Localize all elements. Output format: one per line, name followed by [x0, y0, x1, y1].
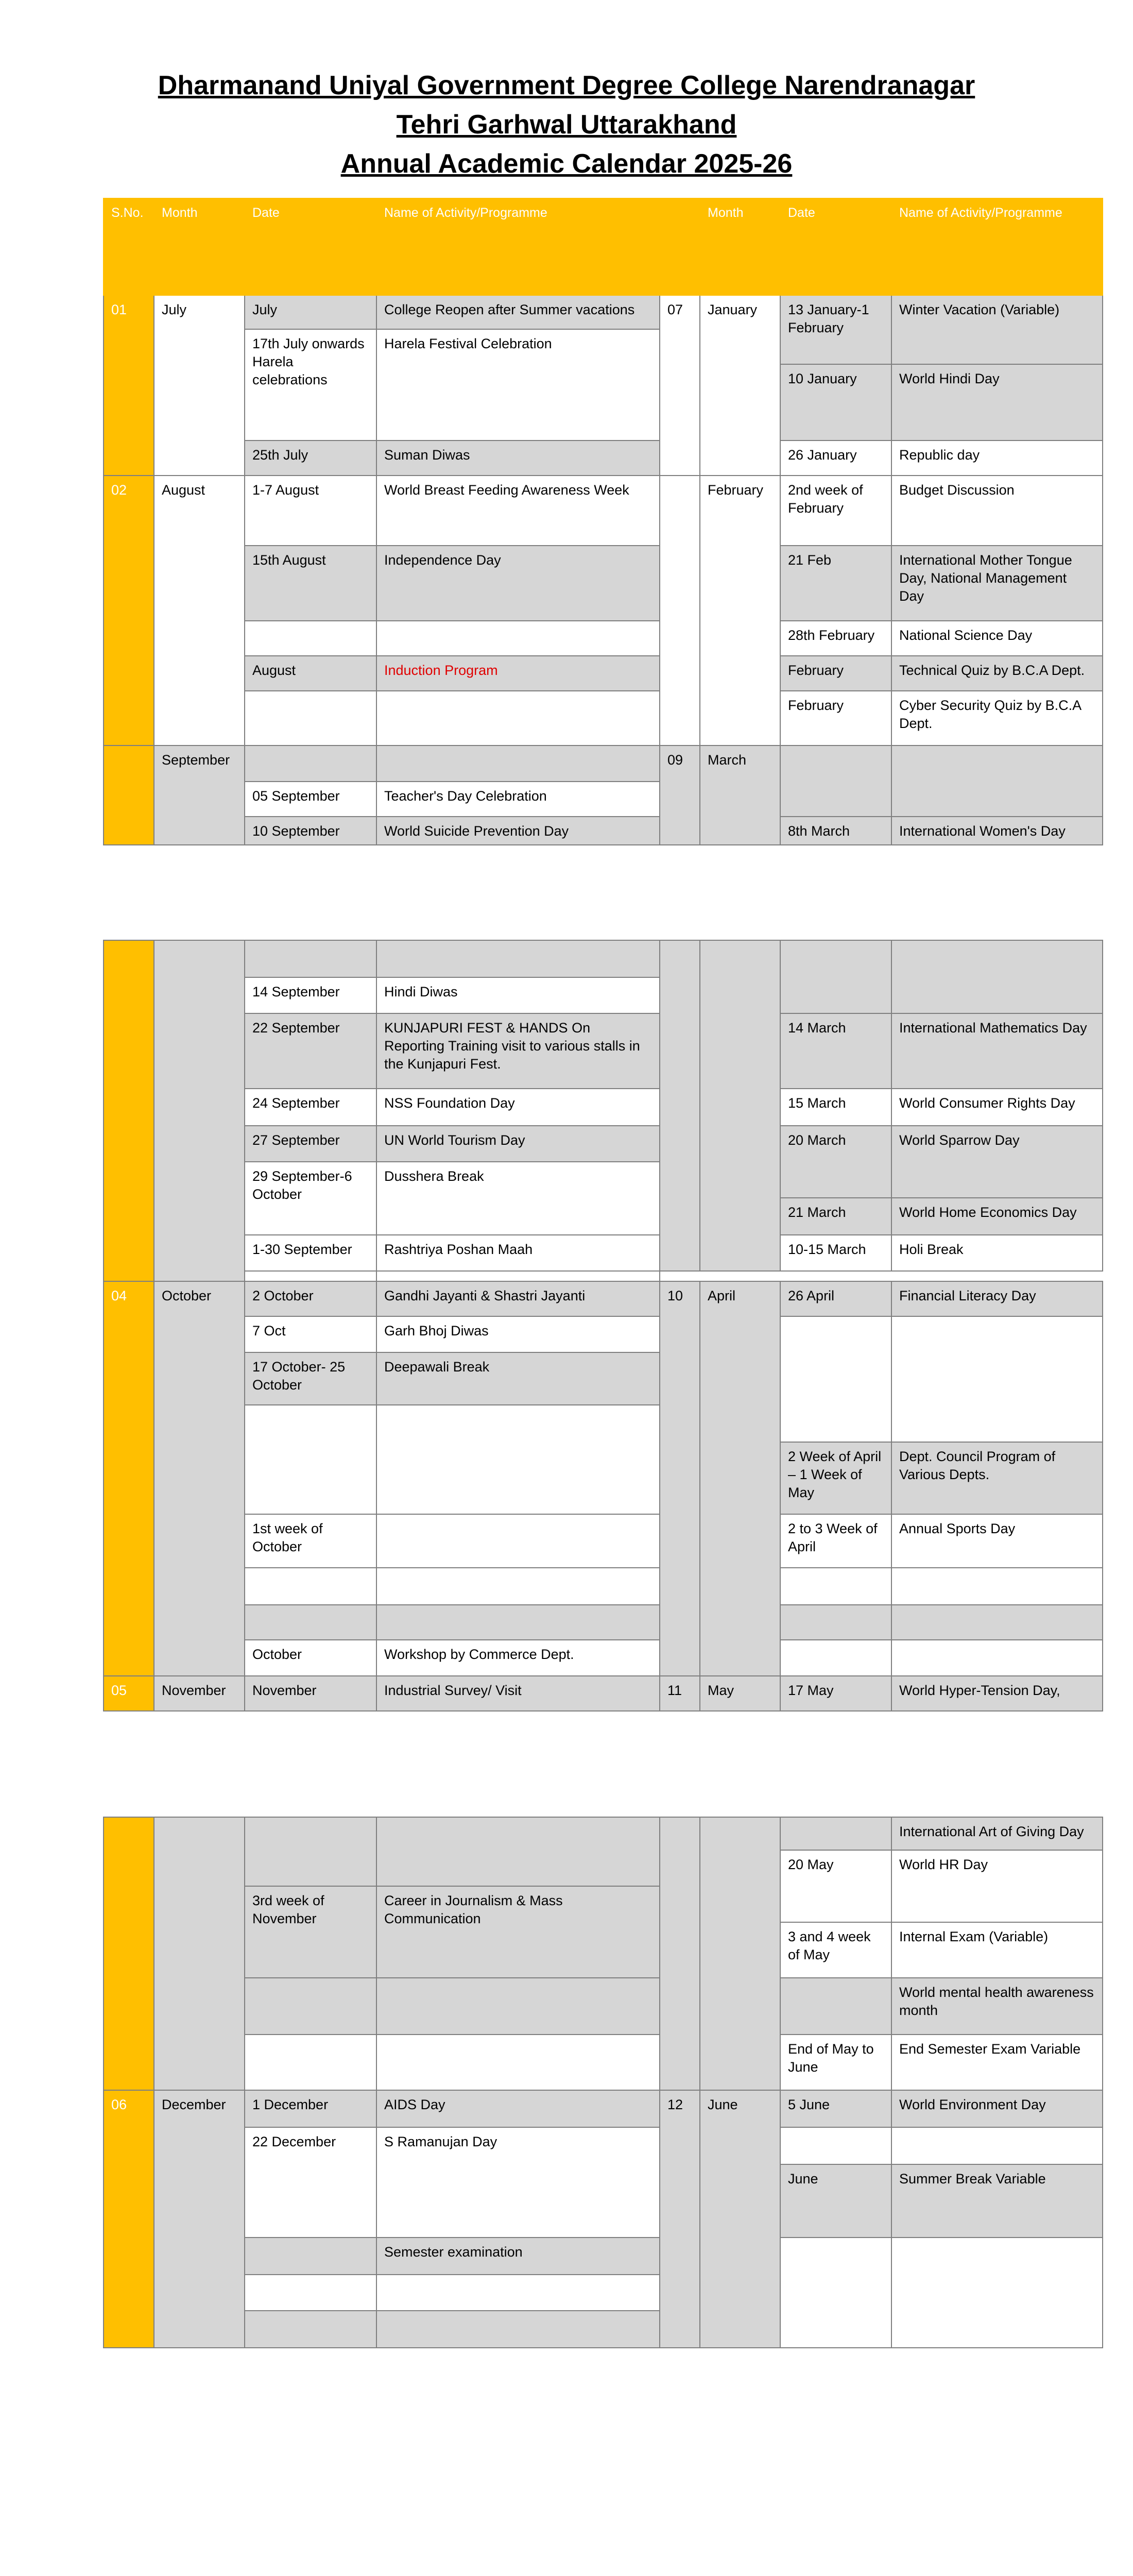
table-row — [104, 2127, 1103, 2164]
date-cell-2: End of May to June — [780, 2035, 891, 2090]
date-cell-2: 15 March — [780, 1089, 891, 1126]
activity-cell — [376, 1568, 660, 1605]
date-cell: 1 December — [245, 2090, 376, 2127]
activity-cell: S Ramanujan Day — [376, 2127, 660, 2238]
date-cell: 25th July — [245, 440, 376, 476]
activity-cell-2 — [891, 2238, 1103, 2348]
activity-cell-2: Summer Break Variable — [891, 2164, 1103, 2238]
month-cell-2: April — [700, 1281, 780, 1676]
activity-cell: Teacher's Day Celebration — [376, 782, 660, 817]
activity-cell: Gandhi Jayanti & Shastri Jayanti — [376, 1281, 660, 1316]
activity-cell — [376, 2035, 660, 2090]
calendar-table-page-1 — [103, 198, 1103, 845]
date-cell-2: 17 May — [780, 1676, 891, 1711]
header-date-2: Date — [780, 198, 891, 295]
table-row — [104, 1640, 1103, 1676]
sno-cell-2 — [660, 476, 700, 745]
activity-cell — [376, 1514, 660, 1568]
activity-cell: Hindi Diwas — [376, 977, 660, 1013]
date-cell-2: 21 Feb — [780, 546, 891, 621]
date-cell-2 — [780, 1640, 891, 1676]
date-cell-2 — [780, 940, 891, 1013]
activity-cell-2: International Mathematics Day — [891, 1013, 1103, 1089]
activity-cell — [376, 1978, 660, 2035]
table-row — [104, 940, 1103, 977]
table-row — [104, 1978, 1103, 2035]
month-cell-2: February — [700, 476, 780, 745]
activity-cell-2: World HR Day — [891, 1850, 1103, 1922]
header-month: Month — [154, 198, 245, 295]
date-cell-2: 26 January — [780, 440, 891, 476]
activity-cell-2: Holi Break — [891, 1235, 1103, 1271]
activity-cell-2 — [891, 1316, 1103, 1442]
date-cell — [245, 940, 376, 977]
activity-cell — [376, 691, 660, 745]
date-cell — [245, 1405, 376, 1514]
table-row — [104, 1235, 1103, 1271]
date-cell — [245, 2275, 376, 2311]
month-cell-2: March — [700, 745, 780, 845]
header-activity-2: Name of Activity/Programme — [891, 198, 1103, 295]
date-cell-2: 14 March — [780, 1013, 891, 1089]
date-cell — [245, 2238, 376, 2275]
table-row — [104, 1271, 1103, 1281]
sno-cell-2 — [660, 940, 700, 1271]
table-row — [104, 1514, 1103, 1568]
activity-cell: Career in Journalism & Mass Communication — [376, 1886, 660, 1978]
date-cell-2: February — [780, 691, 891, 745]
activity-cell — [376, 745, 660, 782]
date-cell — [245, 2311, 376, 2348]
activity-cell-2 — [891, 745, 1103, 817]
date-cell: 2 October — [245, 1281, 376, 1316]
sno-cell — [104, 745, 154, 845]
activity-cell-2: National Science Day — [891, 621, 1103, 656]
table-row — [104, 1568, 1103, 1605]
date-cell-2: 10 January — [780, 364, 891, 440]
college-name: Dharmanand Uniyal Government Degree College Narendranagar — [158, 71, 975, 100]
activity-cell-2: International Women's Day — [891, 817, 1103, 845]
date-cell-2: 8th March — [780, 817, 891, 845]
date-cell-2: 28th February — [780, 621, 891, 656]
activity-cell: World Suicide Prevention Day — [376, 817, 660, 845]
table-row — [104, 546, 1103, 621]
date-cell-2: 20 March — [780, 1126, 891, 1198]
sno-cell-2: 11 — [660, 1676, 700, 1711]
date-cell-2: 3 and 4 week of May — [780, 1922, 891, 1978]
date-cell: 1st week of October — [245, 1514, 376, 1568]
header-month-2: Month — [700, 198, 780, 295]
date-cell-2: February — [780, 656, 891, 691]
activity-cell: Independence Day — [376, 546, 660, 621]
date-cell — [245, 745, 376, 782]
date-cell: November — [245, 1676, 376, 1711]
date-cell: 1-30 September — [245, 1235, 376, 1271]
month-cell-2 — [376, 1271, 660, 1281]
header-spacer — [660, 198, 700, 295]
activity-cell-2: Republic day — [891, 440, 1103, 476]
date-cell: 29 September-6 October — [245, 1162, 376, 1235]
activity-cell-2: End Semester Exam Variable — [891, 2035, 1103, 2090]
activity-cell — [376, 1405, 660, 1514]
date-cell: 15th August — [245, 546, 376, 621]
activity-cell: Deepawali Break — [376, 1352, 660, 1405]
activity-cell — [376, 1605, 660, 1640]
table-row — [104, 2238, 1103, 2275]
month-cell-2: May — [700, 1676, 780, 1711]
activity-cell-2 — [891, 1640, 1103, 1676]
calendar-title: Annual Academic Calendar 2025-26 — [340, 149, 793, 179]
date-cell-2: 2nd week of February — [780, 476, 891, 546]
date-cell — [245, 621, 376, 656]
activity-cell: KUNJAPURI FEST & HANDS On Reporting Training visit to various stalls in the Kunjapuri Fest. — [376, 1013, 660, 1089]
date-cell — [245, 1605, 376, 1640]
date-cell-2: 2 to 3 Week of April — [780, 1514, 891, 1568]
activity-cell-2: Winter Vacation (Variable) — [891, 295, 1103, 364]
activity-cell — [376, 2311, 660, 2348]
sno-cell-2 — [245, 1271, 376, 1281]
sno-cell-2: 10 — [660, 1281, 700, 1676]
activity-cell-2 — [891, 940, 1103, 1013]
activity-cell: Garh Bhoj Diwas — [376, 1316, 660, 1352]
month-cell-2 — [700, 940, 780, 1271]
activity-cell-2: World Environment Day — [891, 2090, 1103, 2127]
activity-cell: Rashtriya Poshan Maah — [376, 1235, 660, 1271]
activity-cell-2: Technical Quiz by B.C.A Dept. — [891, 656, 1103, 691]
activity-cell-2: World Home Economics Day — [891, 1198, 1103, 1235]
table-row — [104, 817, 1103, 845]
date-cell: 17th July onwards Harela celebrations — [245, 329, 376, 440]
activity-cell: Induction Program — [376, 656, 660, 691]
date-cell — [245, 691, 376, 745]
table-row — [104, 476, 1103, 546]
college-location: Tehri Garhwal Uttarakhand — [396, 110, 737, 140]
month-cell — [154, 1817, 245, 2090]
table-row — [104, 656, 1103, 691]
activity-cell-2: International Art of Giving Day — [891, 1817, 1103, 1850]
table-row — [104, 1281, 1103, 1316]
date-cell-2: 2 Week of April – 1 Week of May — [780, 1442, 891, 1514]
activity-cell-2: Budget Discussion — [891, 476, 1103, 546]
month-cell-2 — [700, 1817, 780, 2090]
date-cell-2 — [780, 1817, 891, 1850]
header-row — [104, 198, 1103, 295]
date-cell: 24 September — [245, 1089, 376, 1126]
date-cell-2 — [780, 1605, 891, 1640]
month-cell: September — [154, 745, 245, 845]
activity-cell-2: World Sparrow Day — [891, 1126, 1103, 1198]
date-cell — [245, 1978, 376, 2035]
activity-cell-2: Internal Exam (Variable) — [891, 1922, 1103, 1978]
table-row — [104, 1605, 1103, 1640]
month-cell — [154, 940, 245, 1281]
sno-cell: 04 — [104, 1281, 154, 1676]
table-row — [104, 440, 1103, 476]
date-cell: 05 September — [245, 782, 376, 817]
date-cell: 7 Oct — [245, 1316, 376, 1352]
activity-cell: UN World Tourism Day — [376, 1126, 660, 1162]
calendar-table-page-2 — [103, 940, 1103, 1711]
activity-cell-2 — [891, 1605, 1103, 1640]
table-row — [104, 691, 1103, 745]
date-cell: 17 October- 25 October — [245, 1352, 376, 1405]
date-cell-2: 10-15 March — [780, 1235, 891, 1271]
table-row — [104, 2035, 1103, 2090]
activity-cell: World Breast Feeding Awareness Week — [376, 476, 660, 546]
date-cell-2: 13 January-1 February — [780, 295, 891, 364]
sno-cell — [104, 940, 154, 1281]
sno-cell-2 — [660, 1817, 700, 2090]
activity-cell-2: Annual Sports Day — [891, 1514, 1103, 1568]
date-cell: 1-7 August — [245, 476, 376, 546]
activity-cell: Industrial Survey/ Visit — [376, 1676, 660, 1711]
month-cell: December — [154, 2090, 245, 2348]
date-cell-2: 26 April — [780, 1281, 891, 1316]
month-cell-2: June — [700, 2090, 780, 2348]
date-cell-2 — [780, 1568, 891, 1605]
date-cell-2 — [780, 1316, 891, 1442]
month-cell: November — [154, 1676, 245, 1711]
sno-cell-2: 07 — [660, 295, 700, 476]
month-cell: August — [154, 476, 245, 745]
sno-cell: 06 — [104, 2090, 154, 2348]
table-row — [104, 621, 1103, 656]
activity-cell-2: Dept. Council Program of Various Depts. — [891, 1442, 1103, 1514]
activity-cell-2: Financial Literacy Day — [891, 1281, 1103, 1316]
activity-cell — [376, 1817, 660, 1886]
activity-cell — [376, 621, 660, 656]
date-cell-2: June — [780, 2164, 891, 2238]
date-cell-2 — [780, 2127, 891, 2164]
sno-cell: 05 — [104, 1676, 154, 1711]
activity-cell — [376, 940, 660, 977]
date-cell: August — [245, 656, 376, 691]
activity-cell-2: International Mother Tongue Day, National Management Day — [891, 546, 1103, 621]
activity-cell-2: World mental health awareness month — [891, 1978, 1103, 2035]
month-cell: July — [154, 295, 245, 476]
document-title — [0, 66, 1133, 183]
activity-cell-2 — [891, 1568, 1103, 1605]
date-cell: October — [245, 1640, 376, 1676]
activity-cell-2: Cyber Security Quiz by B.C.A Dept. — [891, 691, 1103, 745]
date-cell — [245, 2035, 376, 2090]
activity-cell-2: World Consumer Rights Day — [891, 1089, 1103, 1126]
activity-cell: Semester examination — [376, 2238, 660, 2275]
date-cell-2: 20 May — [780, 1850, 891, 1922]
header-date: Date — [245, 198, 376, 295]
activity-cell-2: World Hyper-Tension Day, — [891, 1676, 1103, 1711]
activity-cell: Workshop by Commerce Dept. — [376, 1640, 660, 1676]
month-cell-2: January — [700, 295, 780, 476]
header-activity: Name of Activity/Programme — [376, 198, 660, 295]
table-row — [104, 745, 1103, 782]
sno-cell: 02 — [104, 476, 154, 745]
date-cell-2: 21 March — [780, 1198, 891, 1235]
activity-cell-2 — [891, 2127, 1103, 2164]
table-row — [104, 1676, 1103, 1711]
sno-cell-2: 12 — [660, 2090, 700, 2348]
activity-cell: NSS Foundation Day — [376, 1089, 660, 1126]
date-cell-2 — [780, 1978, 891, 2035]
table-row — [104, 1316, 1103, 1352]
header-sno: S.No. — [104, 198, 154, 295]
date-cell: 27 September — [245, 1126, 376, 1162]
date-cell: 22 September — [245, 1013, 376, 1089]
date-cell: 14 September — [245, 977, 376, 1013]
activity-cell-2: World Hindi Day — [891, 364, 1103, 440]
table-row — [104, 1817, 1103, 1850]
table-row — [104, 2090, 1103, 2127]
sno-cell — [104, 1817, 154, 2090]
month-cell: October — [154, 1281, 245, 1676]
activity-cell: Harela Festival Celebration — [376, 329, 660, 440]
sno-cell-2: 09 — [660, 745, 700, 845]
table-row — [104, 1126, 1103, 1162]
calendar-table-page-3 — [103, 1817, 1103, 2348]
date-cell: 22 December — [245, 2127, 376, 2238]
date-cell-2 — [780, 2238, 891, 2348]
date-cell: 10 September — [245, 817, 376, 845]
date-cell — [245, 1568, 376, 1605]
date-cell — [245, 1817, 376, 1886]
activity-cell — [376, 2275, 660, 2311]
date-cell: July — [245, 295, 376, 329]
activity-cell: Dusshera Break — [376, 1162, 660, 1235]
table-row — [104, 1089, 1103, 1126]
table-row — [104, 295, 1103, 329]
sno-cell: 01 — [104, 295, 154, 476]
table-row — [104, 1013, 1103, 1089]
date-cell-2 — [780, 745, 891, 817]
activity-cell: Suman Diwas — [376, 440, 660, 476]
date-cell-2: 5 June — [780, 2090, 891, 2127]
activity-cell: AIDS Day — [376, 2090, 660, 2127]
activity-cell: College Reopen after Summer vacations — [376, 295, 660, 329]
date-cell: 3rd week of November — [245, 1886, 376, 1978]
